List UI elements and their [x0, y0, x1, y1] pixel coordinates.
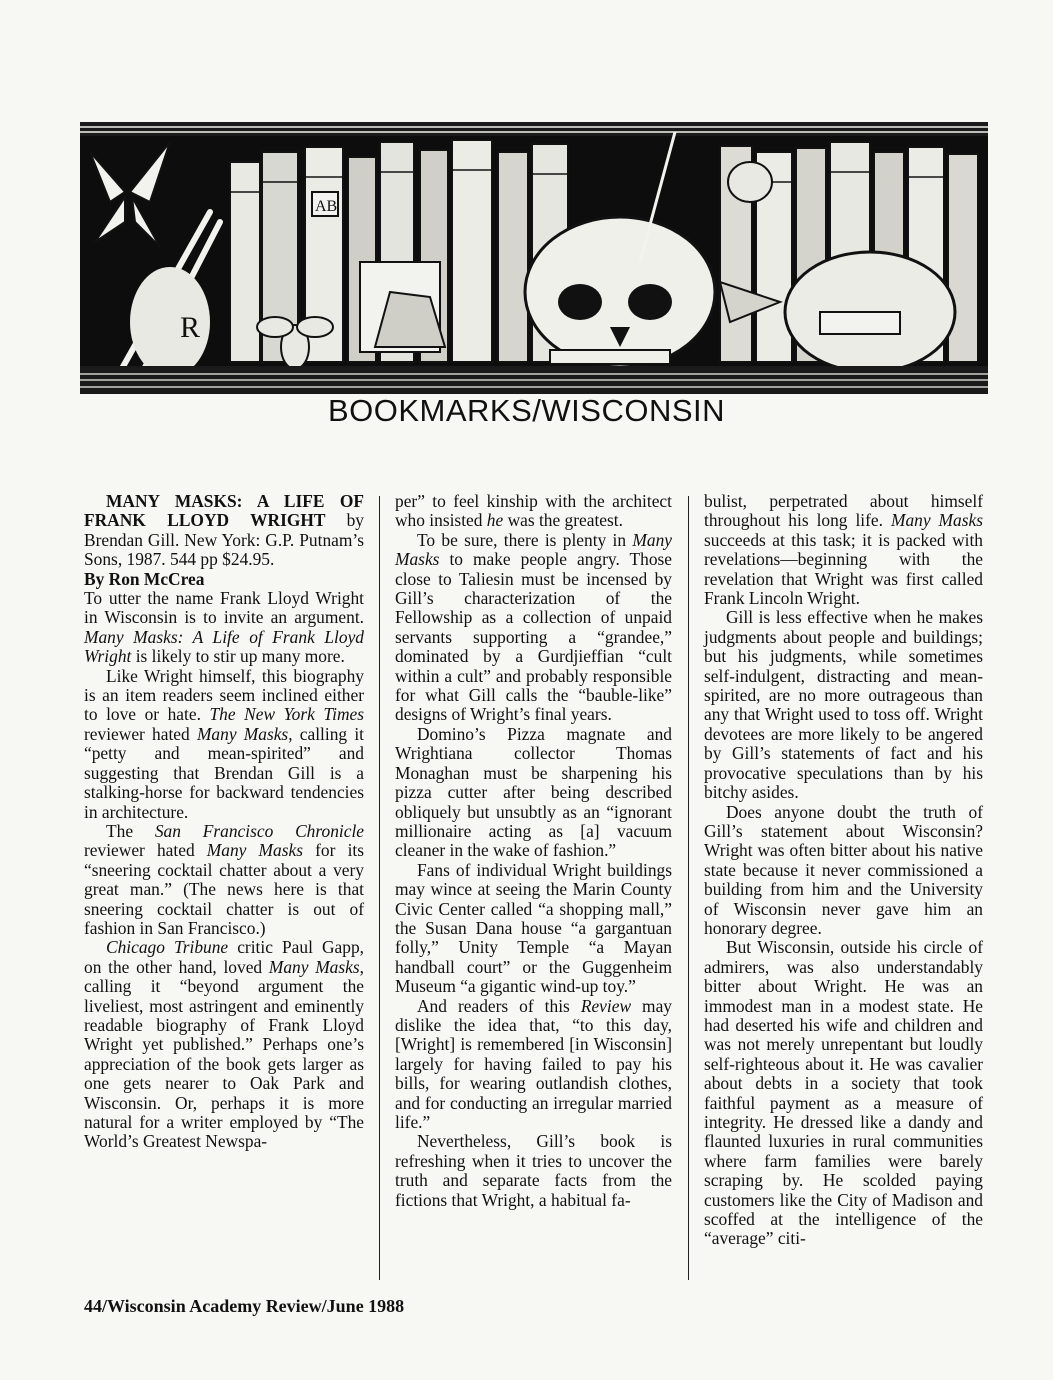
by-word: by — [346, 510, 364, 531]
paragraph: Gill is less effective when he makes judgments about people and buildings; but his judgments, while sometimes self-indulgent, distracting and mean-spirited, are no more outrageous than any that Wright used to toss off. Wright devotees are more likely to be angered by Gill’s statements of fact and his provocative speculations than by his bitchy asides. — [704, 607, 983, 803]
page-footer: 44/Wisconsin Academy Review/June 1988 — [84, 1296, 405, 1316]
paragraph: per” to feel kinship with the architect who insisted he was the greatest. — [395, 491, 672, 531]
skull-icon — [525, 217, 715, 367]
bookshelf-woodcut-illustration — [80, 122, 988, 394]
paragraph: Fans of individual Wright buildings may wince at seeing the Marin County Civic Center called “a shopping mall,” the Susan Dana house “a gargantuan folly,” Unity Temple “a Mayan handball court” or the Guggenheim Museum “a gigantic wind-up toy.” — [395, 859, 672, 997]
byline: By Ron McCrea — [84, 568, 205, 589]
paragraph: To utter the name Frank Lloyd Wright in Wisconsin is to invite an argument. Many Masks: A Life of Frank Lloyd Wright is likely to stir up many more. — [84, 588, 364, 667]
column-1 — [84, 492, 364, 1152]
paragraph: And readers of this Review may dislike the idea that, “to this day, [Wright] is remembered [in Wisconsin] largely for having failed to pay his bills, for wearing outlandish clothes, and for conducting an irregular married life.” — [395, 995, 673, 1132]
svg-text:R: R — [180, 311, 201, 344]
paragraph: bulist, perpetrated about himself throughout his long life. Many Masks succeeds at this task; it is packed with revelations—beginning with the revelation that Wright was first called Frank Lincoln Wright. — [704, 491, 983, 609]
paragraph: Does anyone doubt the truth of Gill’s statement about Wisconsin? Wright was often bitter about his native state because it never commissioned a building from him and the University of Wisconsin never gave him an honorary degree. — [704, 801, 983, 938]
paragraph: But Wisconsin, outside his circle of admirers, was also understandably bitter about Wright. He was an immodest man in a modest state. He had deserted his wife and children and was not merely unrepentant but loudly self-righteous about it. He was cavalier about debts in a society that took faithful payment as a measure of integrity. He dressed like a dandy and flaunted luxuries in rural communities where farm families were barely scraping by. He scolded paying customers like the City of Madison and scoffed at the intelligence of the “average” citi- — [704, 937, 983, 1249]
column-divider — [379, 496, 380, 1280]
column-3 — [704, 492, 983, 1249]
paragraph-continues: , calling it “beyond argument the liveliest, most astringent and eminently readable biography of Frank Lloyd Wright yet published.” Perhaps one’s appreciation of the book gets larger as one gets nearer to Oak Park and — [84, 956, 364, 1094]
column-divider — [688, 496, 689, 1280]
book-citation: Brendan Gill. New York: G.P. Putnam’s Sons, 1987. 544 pp $24.95. — [84, 529, 364, 570]
paragraph: Like Wright himself, this biography is an item readers seem inclined either to love or hate. The New York Times reviewer hated Many Masks, calling it “petty and mean-spirited” and suggesting that Brendan Gill is a stalking-horse for backward tendencies in architecture. — [84, 665, 364, 822]
paragraph: Chicago Tribune critic Paul Gapp, on the other hand, loved Many Masks, calling it “beyond argument the liveliest, most astringent and eminently readable biography of Frank Lloyd Wright yet published.” Perhaps one’s appreciation of the book gets larger as one gets nearer to Oak Park and Wisconsin. Or, perhaps it is more natural for a writer employed by “The World’s Greatest Newspa- — [84, 937, 364, 1152]
svg-text:AB: AB — [315, 198, 338, 215]
review-header — [84, 492, 364, 570]
paragraph: Nevertheless, Gill’s book is refreshing when it tries to uncover the truth and separate facts from the fictions that Wright, a habitual fa- — [395, 1131, 672, 1210]
paragraph: Domino’s Pizza magnate and Wrightiana collector Thomas Monaghan must be sharpening his pizza cutter after being described obliquely but unsubtly as an “ignorant millionaire acting as [a] vacuum cleaner in the wake of fashion.” — [395, 723, 672, 861]
paragraph: To be sure, there is plenty in Many Masks to make people angry. Those close to Taliesin must be incensed by Gill’s characterization of the Fellowship as a collection of unpaid servants supporting a “grandee,” dominated by a Gurdjieffian “cult within a cult” and probably responsible for what Gill calls the “bauble-like” designs of Wright’s final years. — [395, 529, 672, 725]
book-title: MANY MASKS: A LIFE OF FRANK LLOYD WRIGHT — [84, 491, 364, 531]
rose-icon — [728, 162, 772, 202]
column-2 — [395, 492, 672, 1210]
paragraph: The San Francisco Chronicle reviewer hated Many Masks for its “sneering cocktail chatter about a very great man.” (The news here is that sneering cocktail chatter is out of fashion in San Francisco.) — [84, 820, 364, 938]
section-title: BOOKMARKS/WISCONSIN — [327, 393, 726, 428]
